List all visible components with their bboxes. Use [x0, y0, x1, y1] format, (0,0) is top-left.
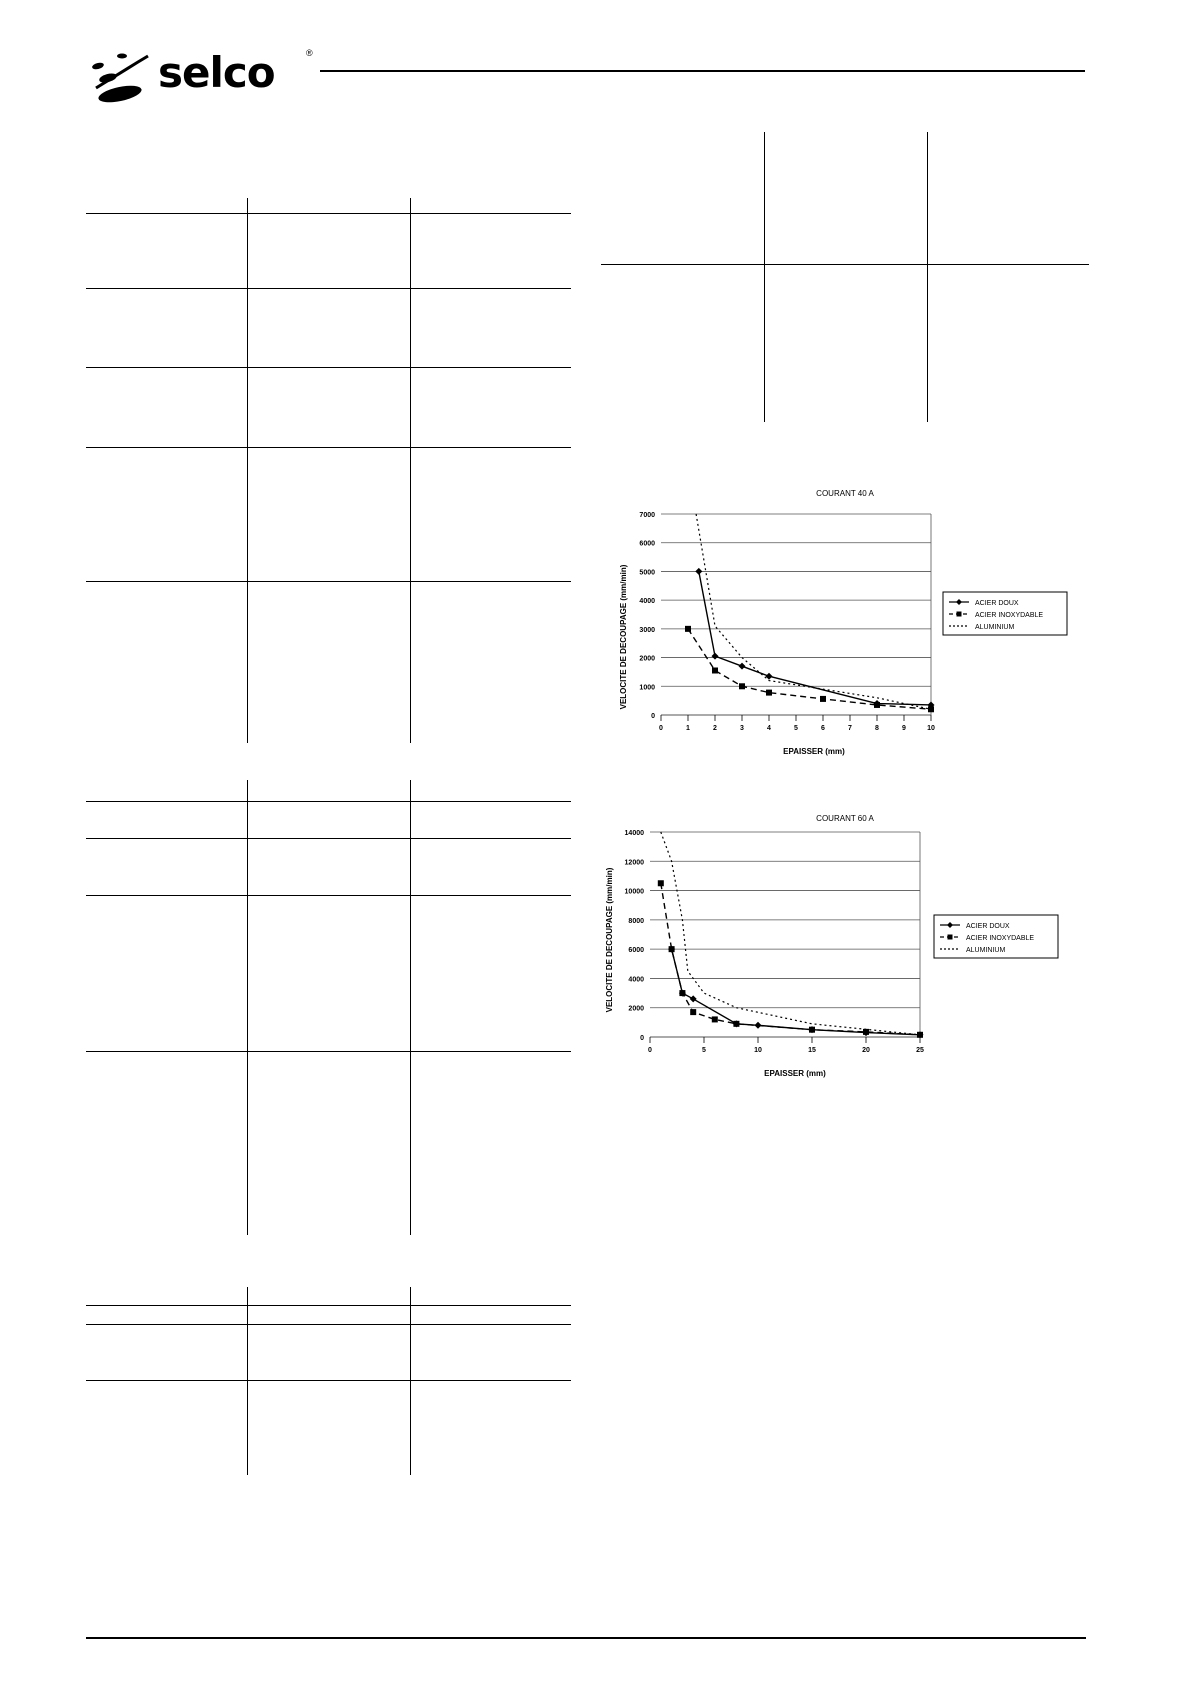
data-point: [766, 673, 773, 680]
data-point: [739, 663, 746, 670]
data-point: [679, 990, 685, 996]
x-tick-label: 9: [902, 725, 906, 732]
x-axis-label: EPAISSER (mm): [783, 747, 845, 756]
y-tick-label: 8000: [628, 917, 644, 925]
legend-label: ALUMINIUM: [975, 624, 1015, 631]
series-line: [661, 832, 920, 1035]
data-point: [690, 995, 697, 1002]
chart-courant-40a: [600, 480, 1090, 765]
data-point: [820, 696, 826, 702]
y-tick-label: 0: [640, 1035, 644, 1042]
x-tick-label: 0: [659, 725, 663, 732]
y-axis-label: VELOCITE DE DECOUPAGE (mm/min): [605, 867, 614, 1013]
series-line: [688, 629, 931, 709]
legend-marker: [948, 935, 953, 940]
x-tick-label: 15: [808, 1047, 816, 1054]
data-point: [690, 1009, 696, 1015]
x-tick-label: 20: [862, 1047, 870, 1054]
footer-rule: [86, 1637, 1086, 1639]
legend-label: ACIER INOXYDABLE: [966, 935, 1035, 942]
y-tick-label: 6000: [639, 540, 655, 548]
chart-title: COURANT 60 A: [816, 814, 874, 823]
x-tick-label: 3: [740, 725, 744, 732]
y-tick-label: 10000: [624, 888, 644, 896]
series-line: [699, 571, 931, 705]
selco-swoosh-icon: [88, 44, 158, 106]
data-point: [658, 880, 664, 886]
x-tick-label: 10: [754, 1047, 762, 1054]
x-axis-label: EPAISSER (mm): [764, 1069, 826, 1078]
x-tick-label: 1: [686, 725, 690, 732]
x-tick-label: 2: [713, 725, 717, 732]
legend-marker: [957, 612, 962, 617]
data-point: [669, 946, 675, 952]
y-tick-label: 5000: [639, 569, 655, 577]
chart-courant-60a: [600, 805, 1090, 1090]
data-point: [809, 1027, 815, 1033]
chart-title: COURANT 40 A: [816, 489, 874, 498]
chart-courant-60a-svg: [600, 805, 1090, 1090]
brand-wordmark: selco: [158, 48, 275, 97]
data-point: [712, 1016, 718, 1022]
series-line: [672, 949, 920, 1035]
series-line: [696, 514, 931, 709]
x-tick-label: 5: [702, 1047, 706, 1054]
data-point: [739, 683, 745, 689]
y-tick-label: 14000: [624, 830, 644, 837]
y-tick-label: 4000: [628, 976, 644, 984]
x-tick-label: 5: [794, 725, 798, 732]
legend-label: ACIER INOXYDABLE: [975, 612, 1044, 619]
x-tick-label: 7: [848, 725, 852, 732]
y-tick-label: 4000: [639, 598, 655, 606]
registered-mark: ®: [306, 48, 313, 58]
data-point: [733, 1021, 739, 1027]
header-rule: [320, 70, 1085, 72]
data-point: [712, 667, 718, 673]
data-point: [874, 702, 880, 708]
legend-label: ALUMINIUM: [966, 947, 1006, 954]
data-point: [917, 1032, 923, 1038]
y-tick-label: 7000: [639, 512, 655, 519]
data-point: [712, 653, 719, 660]
selco-logo: [88, 44, 318, 106]
legend-label: ACIER DOUX: [966, 923, 1010, 930]
y-tick-label: 1000: [639, 684, 655, 692]
x-tick-label: 6: [821, 725, 825, 732]
series-line: [661, 883, 920, 1035]
legend-label: ACIER DOUX: [975, 600, 1019, 607]
y-tick-label: 3000: [639, 626, 655, 634]
x-tick-label: 8: [875, 725, 879, 732]
data-point: [685, 626, 691, 632]
data-point: [695, 568, 702, 575]
x-tick-label: 0: [648, 1047, 652, 1054]
y-tick-label: 12000: [624, 859, 644, 867]
y-axis-label: VELOCITE DE DECOUPAGE (mm/min): [619, 564, 628, 710]
y-tick-label: 2000: [639, 655, 655, 663]
y-tick-label: 6000: [628, 947, 644, 955]
x-tick-label: 25: [916, 1047, 924, 1054]
chart-courant-40a-svg: [600, 480, 1090, 765]
y-tick-label: 0: [651, 713, 655, 720]
x-tick-label: 10: [927, 725, 935, 732]
data-point: [766, 690, 772, 696]
y-tick-label: 2000: [628, 1005, 644, 1013]
x-tick-label: 4: [767, 725, 771, 732]
